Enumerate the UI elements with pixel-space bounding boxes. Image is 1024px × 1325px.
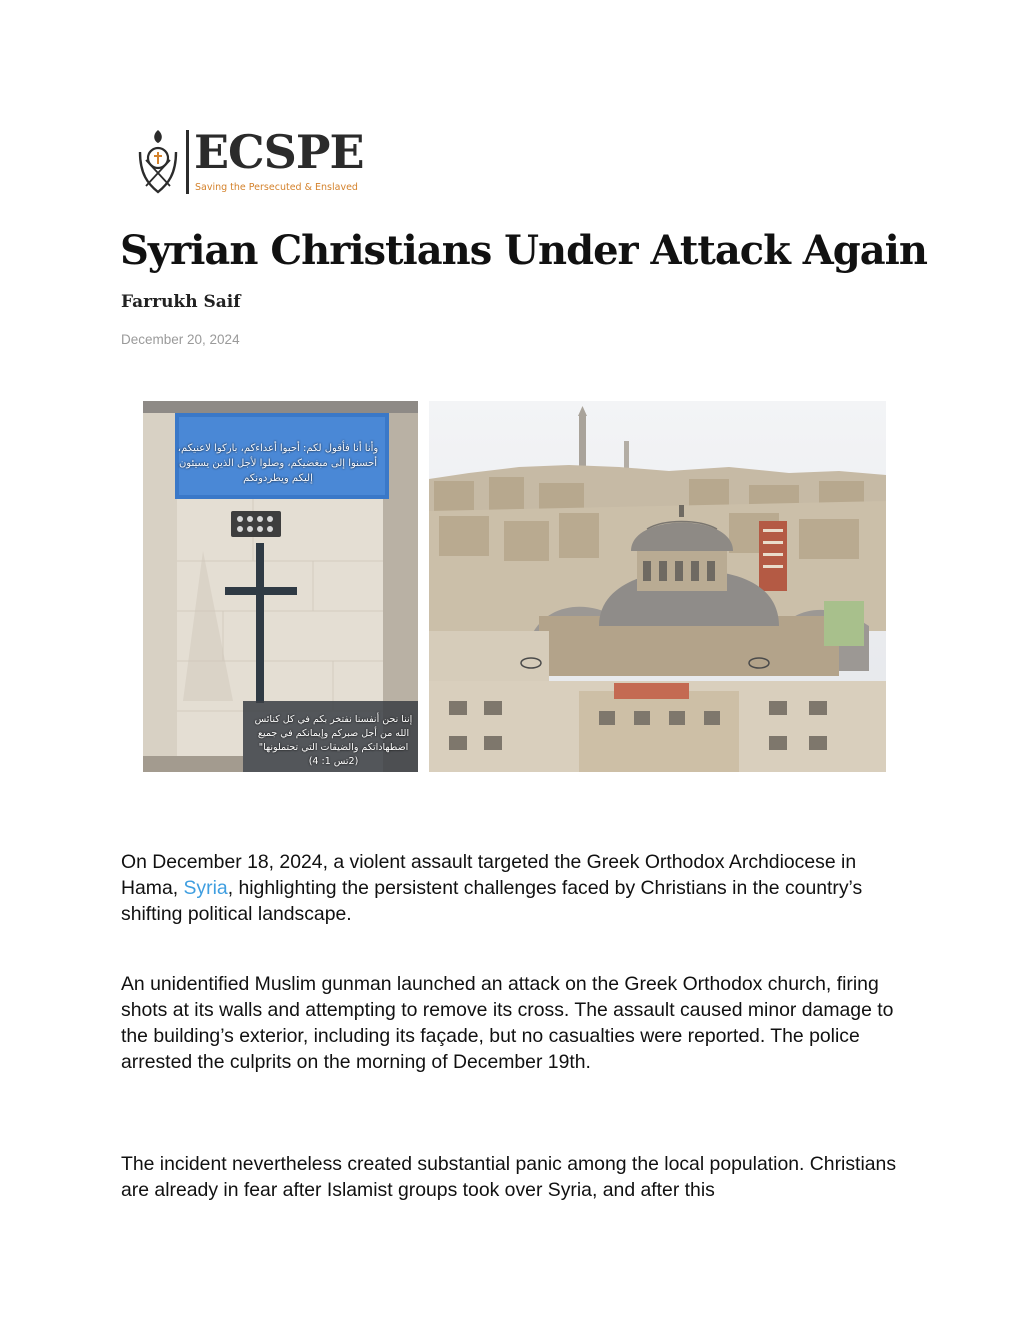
verse-arabic-text: إننا نحن أنفسنا نفتخر بكم في كل كنائس الله من أجل صبركم وإيمانكم في جميع اضطهاداتكم والضيقات التي تحتملونها" (2تس 1: 4) — [254, 714, 413, 767]
banner-arabic-text: وأنا أنا فأقول لكم: أحبوا أعداءكم، باركوا لاعنيكم، أحسنوا إلى مبغضيكم، وصلوا لأجل الذين يسيئون إليكم ويطردونكم — [177, 443, 379, 484]
logo-wordmark: ECSPE — [194, 125, 364, 179]
paragraph-1-text-end: , highlighting the persistent challenges faced by Christians in the country’s shifting political landscape. — [121, 877, 863, 925]
paragraph-2: An unidentified Muslim gunman launched an attack on the Greek Orthodox church, firing shots at its walls and attempting to remove its cross. The assault caused minor damage to the building’s exterior, including its façade, but no casualties were reported. The police arrested the culprits on the morning of December 19th. — [121, 973, 894, 1073]
article-title: Syrian Christians Under Attack Again — [120, 227, 927, 274]
torch-cross-emblem-icon — [134, 126, 182, 198]
logo-divider — [186, 130, 189, 194]
article-date: December 20, 2024 — [121, 332, 240, 347]
logo-tagline: Saving the Persecuted & Enslaved — [195, 182, 358, 193]
hama-cathedral-illustration — [429, 401, 886, 772]
paragraph-3: The incident nevertheless created substantial panic among the local population. Christians are already in fear after Islamist groups took over Syria, and after this — [121, 1153, 897, 1201]
paragraph-1-text-start: On December 18, 2024, a violent assault targeted the Greek Orthodox Archdiocese in Hama, — [121, 851, 857, 899]
hama-cathedral-photo — [429, 401, 886, 772]
church-facade-photo — [143, 401, 418, 772]
syria-link[interactable]: Syria — [183, 877, 228, 899]
ecspe-logo[interactable] — [134, 125, 364, 198]
article-author[interactable]: Farrukh Saif — [121, 292, 241, 312]
paragraph-1 — [121, 849, 901, 927]
